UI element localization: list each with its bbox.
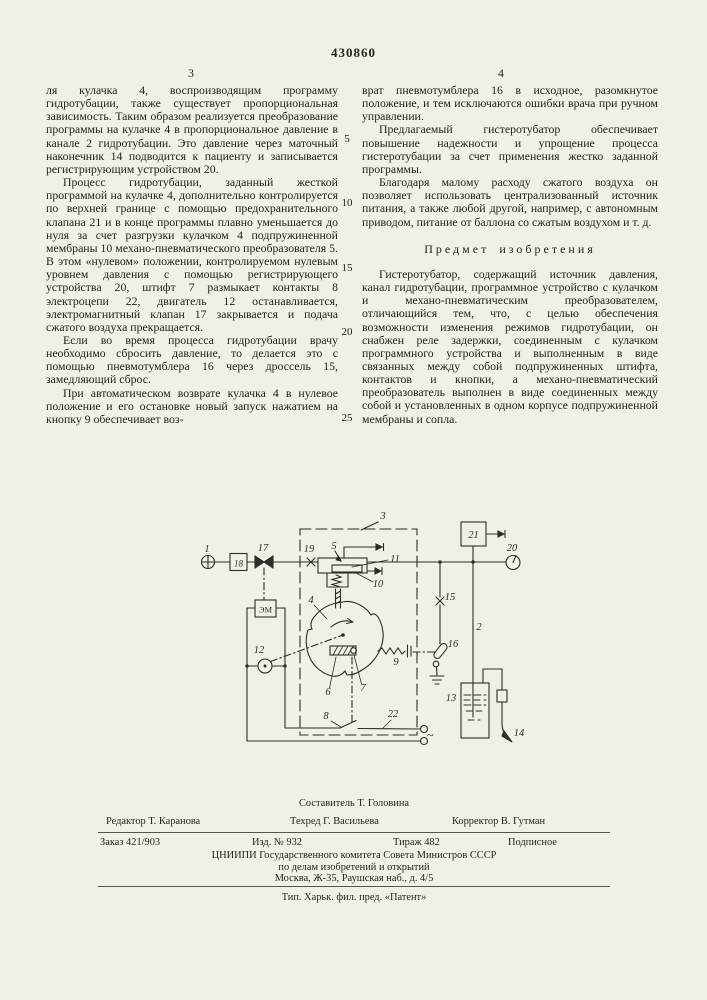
figure-label-16: 16 xyxy=(447,639,459,650)
pressure-gauge-20-icon xyxy=(506,556,520,570)
figure-label-em: ЭМ xyxy=(258,604,273,615)
printer-line: Тип. Харьк. фил. пред. «Патент» xyxy=(281,892,427,903)
circuit-wires xyxy=(245,608,420,741)
paragraph: врат пневмотумблера 16 в исходное, разомкнутое положение, и тем исключаются ошибки врача при ручном управлении. xyxy=(362,83,658,124)
figure-label-6: 6 xyxy=(325,687,331,698)
margin-line-number: 20 xyxy=(341,326,353,338)
switch-8-contact xyxy=(285,720,421,729)
subscription-label: Подписное xyxy=(508,837,557,848)
paragraph: Если во время процесса гидротубации врачу необходимо сбросить давление, то делается это с помощью пневмотумблера 16 через дроссель 15, замедляющий сброс. xyxy=(46,332,338,387)
figure-label-19: 19 xyxy=(303,544,315,555)
figure-label-10: 10 xyxy=(372,579,384,590)
techred-line: Техред Г. Васильева xyxy=(290,816,379,827)
paragraph: Процесс гидротубации, заданный жесткой программой на кулачке 4, дополнительно контролируется по верхней границе с помощью предохранительного клапана 21 и в конце программы плавно уменьшается до нуля за счет разгрузки кулачком 4 подпружиненной мембраны 10 механо-пневматического преобразователя 5. В этом «нулевом» положении, контролируемом нулевым уровнем давления с помощью регистрирующего устройства 20, штифт 7 размыкает контакты 8 электроцепи 22, двигатель 12 останавливается, электромагнитный клапан 17 закрывается и подача сжатого воздуха прекращается. xyxy=(46,175,338,334)
ground-icon xyxy=(430,676,444,684)
figure-label-17: 17 xyxy=(257,543,269,554)
motor-12-icon xyxy=(247,659,285,673)
paragraph: При автоматическом возврате кулачка 4 в нулевое положение и его остановке новый запуск нажатием на кнопку 9 обеспечивает воз- xyxy=(46,385,338,426)
figure-label-2: 2 xyxy=(476,622,482,633)
valve-17-icon xyxy=(255,556,273,568)
figure-label-20: 20 xyxy=(506,543,518,554)
claim-paragraph: Гистеротубатор, содержащий источник давления, канал гидротубации, программное устройство с кулачком и механо-пневматическим преобразователем, отличающийся тем, что, с целью обеспечения возможности изменения режимов гидротубации, он снабжен реле задержки, соединенным с кулачком программного устройства и выполненным в виде связанных между собой подпружиненных штифта, контактов и кнопки, а механо-пневматический преобразователь выполнен в виде соединенных между собой и установленных в одном корпусе подпружиненной мембраны и сопла. xyxy=(362,266,658,426)
pin-block xyxy=(330,646,362,724)
margin-line-number: 10 xyxy=(341,197,353,209)
figure-label-7: 7 xyxy=(360,683,366,694)
imprint-footer xyxy=(98,796,610,916)
tip-14-tube xyxy=(483,669,512,742)
figure-label-14: 14 xyxy=(513,728,525,739)
footer-divider xyxy=(98,886,610,887)
org-line-3: Москва, Ж-35, Раушская наб., д. 4/5 xyxy=(274,873,434,884)
spring-9-icon xyxy=(378,645,436,657)
paragraph: ля кулачка 4, воспроизводящим программу гидротубации, также существует пропорциональная зависимость. Таким образом реализуется преобразование программы на кулачке 4 в пропорциональное давление в канале 2 гидротубации. Это давление через маточный наконечник 14 подводится к пациенту и записывается регистрирующим устройством 20. xyxy=(46,83,338,176)
corrector-line: Корректор В. Гутман xyxy=(452,816,546,827)
compiler-line: Составитель Т. Головина xyxy=(298,798,410,809)
converter-block xyxy=(318,544,388,609)
edition-number: Изд. № 932 xyxy=(252,837,302,848)
margin-line-number: 5 xyxy=(344,133,350,145)
figure-label-11: 11 xyxy=(390,554,400,565)
figure-label-8: 8 xyxy=(323,711,329,722)
order-number: Заказ 421/903 xyxy=(100,837,161,848)
left-column-page-number: 3 xyxy=(188,66,194,80)
throttle-15-branch xyxy=(430,562,448,684)
figure-label-22: 22 xyxy=(387,709,399,720)
vessel-13-icon xyxy=(461,683,489,738)
left-text-column xyxy=(46,84,338,426)
cam-wheel xyxy=(306,601,383,676)
patent-figure xyxy=(95,505,545,763)
figure-label-13: 13 xyxy=(445,693,457,704)
pneumo-toggle-16-icon xyxy=(433,642,449,660)
figure-label-4: 4 xyxy=(308,595,314,606)
figure-label-21: 21 xyxy=(468,530,479,541)
safety-valve-box-21 xyxy=(461,522,505,562)
org-line-1: ЦНИИПИ Государственного комитета Совета Министров СССР xyxy=(211,850,497,861)
figure-label-3: 3 xyxy=(380,511,386,522)
paragraph: Предлагаемый гистеротубатор обеспечивает повышение надежности и упрощение процесса гистеротубации за счет применения жестко заданной программы. xyxy=(362,122,658,176)
air-source-icon xyxy=(202,556,215,569)
figure-label-18: 18 xyxy=(234,558,243,569)
right-column-page-number: 4 xyxy=(498,66,504,80)
claims-heading: Предмет изобретения xyxy=(424,241,596,256)
figure-label-9: 9 xyxy=(393,657,399,668)
figure-label-15: 15 xyxy=(444,592,456,603)
figure-label-5: 5 xyxy=(331,541,337,552)
print-run: Тираж 482 xyxy=(393,837,440,848)
right-text-column xyxy=(362,84,658,426)
paragraph: Благодаря малому расходу сжатого воздуха он позволяет использовать централизованный источник питания, а также любой другой, например, с автономным приводом, питание от баллона со сжатым воздухом и т. д. xyxy=(362,175,658,229)
footer-divider xyxy=(98,832,610,833)
ac-symbol: ~ xyxy=(426,727,434,742)
figure-label-1: 1 xyxy=(204,544,210,555)
figure-label-12: 12 xyxy=(253,645,265,656)
editor-line: Редактор Т. Каранова xyxy=(106,816,201,827)
patent-number: 430860 xyxy=(331,45,376,60)
org-line-2: по делам изобретений и открытий xyxy=(278,862,430,873)
margin-line-number: 25 xyxy=(341,412,353,424)
margin-line-number: 15 xyxy=(341,262,353,274)
